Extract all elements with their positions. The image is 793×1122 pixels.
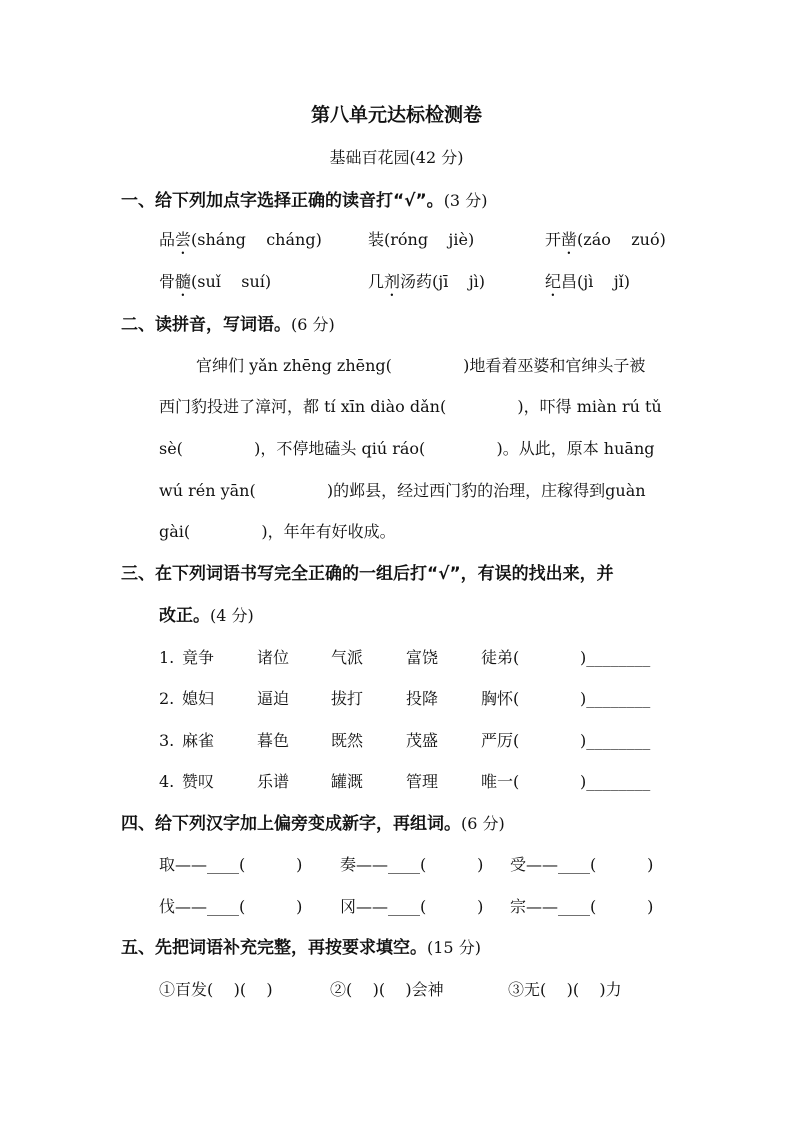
s3-row-4-word: 唯一(: [481, 772, 520, 791]
s3-row-4-word: 管理: [406, 772, 439, 791]
s2-line-4: wú rén yān( )的邺县，经过西门豹的治理，庄稼得到guàn: [159, 481, 646, 500]
section-4-heading-text: 四、给下列汉字加上偏旁变成新字，再组词。: [121, 814, 461, 834]
s3-row-2-word: 投降: [406, 689, 439, 708]
s3-row-1-word: 气派: [331, 648, 364, 667]
s1-item-3: 开凿(záo zuó): [545, 230, 666, 249]
section-3-heading: 三、在下列词语书写完全正确的一组后打“√”，有误的找出来，并: [121, 564, 614, 584]
s4-row-1-item: 受——____( ): [510, 855, 654, 874]
s3-row-1-word: 竟争: [182, 648, 215, 667]
s1-item-2: 装(róng jiè): [368, 230, 475, 249]
s3-row-4-word: 乐谱: [257, 772, 290, 791]
section-1-points: (3 分): [443, 191, 488, 210]
page-title: 第八单元达标检测卷: [310, 104, 482, 126]
s3-row-2-word: 媳妇: [182, 689, 215, 708]
s2-line-5: gài( )，年年有好收成。: [159, 522, 396, 541]
s4-row-1-item: 奏——____( ): [340, 855, 484, 874]
section-3-points: (4 分): [210, 606, 254, 625]
s2-line-2: 西门豹投进了漳河，都 tí xīn diào dǎn( )，吓得 miàn rú tǔ: [159, 397, 662, 416]
section-2-heading-text: 二、读拼音，写词语。: [121, 315, 291, 335]
s3-row-4-word: 罐溉: [331, 772, 364, 791]
s3-row-3-answer: )________: [580, 731, 651, 750]
section-5-heading: [121, 940, 481, 957]
s4-row-2-item: 冈——____( ): [340, 897, 484, 916]
s3-row-1-num: 1.: [159, 648, 175, 667]
s3-row-2-word: 拔打: [331, 689, 364, 708]
s2-line-3: sè( )，不停地磕头 qiú ráo( )。从此，原本 huāng: [159, 439, 655, 458]
s5-item-2: ②( )( )会神: [330, 980, 444, 999]
page-subtitle: 基础百花园(42 分): [329, 148, 464, 167]
s3-row-3-word: 严厉(: [481, 731, 520, 750]
s3-row-2-answer: )________: [580, 689, 651, 708]
s4-row-2-item: 宗——____( ): [510, 897, 654, 916]
s3-row-4-word: 赞叹: [182, 772, 215, 791]
section-4-points: (6 分): [461, 814, 505, 833]
s3-row-4-num: 4.: [159, 772, 175, 791]
section-2-heading: [121, 317, 335, 334]
s1-item-5: 几剂汤药(jī jì): [368, 272, 486, 291]
section-5-points: (15 分): [427, 938, 481, 957]
s3-row-1-word: 富饶: [406, 648, 439, 667]
s3-row-1-word: 诸位: [257, 648, 290, 667]
s3-row-2-num: 2.: [159, 689, 175, 708]
s3-row-1-answer: )________: [580, 648, 651, 667]
s3-row-3-word: 既然: [331, 731, 364, 750]
section-1-heading-text: 一、给下列加点字选择正确的读音打“√”。: [121, 191, 444, 211]
section-5-heading-text: 五、先把词语补充完整，再按要求填空。: [121, 938, 427, 958]
s3-row-2-word: 胸怀(: [481, 689, 520, 708]
s3-row-3-word: 茂盛: [406, 731, 439, 750]
s4-row-2-item: 伐——____( ): [159, 897, 303, 916]
section-4-heading: [121, 816, 505, 833]
s3-row-4-answer: )________: [580, 772, 651, 791]
s1-item-4: 骨髓(suǐ suí): [159, 272, 272, 291]
s3-row-3-word: 暮色: [257, 731, 290, 750]
s3-row-1-word: 徒弟(: [481, 648, 520, 667]
s1-item-6: 纪昌(jì jǐ): [545, 272, 631, 291]
s3-row-3-word: 麻雀: [182, 731, 215, 750]
s1-item-1: 品尝(sháng cháng): [159, 230, 322, 249]
section-3-heading-cont: [159, 608, 254, 625]
s3-row-2-word: 逼迫: [257, 689, 290, 708]
s5-item-3: ③无( )( )力: [508, 980, 622, 999]
s3-row-3-num: 3.: [159, 731, 175, 750]
s4-row-1-item: 取——____( ): [159, 855, 303, 874]
section-1-heading: [121, 193, 487, 210]
section-3-heading2: 改正。: [159, 606, 210, 626]
s2-line-1: 官绅们 yǎn zhēng zhēng( )地看着巫婆和官绅头子被: [196, 356, 646, 375]
s5-item-1: ①百发( )( ): [159, 980, 273, 999]
section-2-points: (6 分): [291, 315, 335, 334]
